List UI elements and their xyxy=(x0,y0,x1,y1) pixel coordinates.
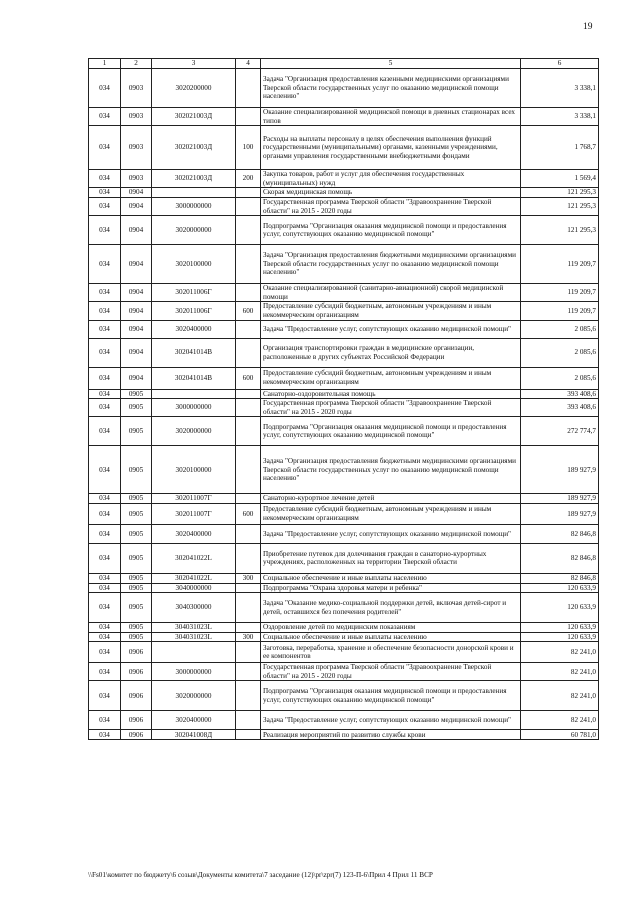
ministry-code-cell: 034 xyxy=(89,730,121,740)
page-number: 19 xyxy=(583,22,593,32)
table-row xyxy=(89,632,599,642)
description-cell: Государственная программа Тверской области "Здравоохранение Тверской области" на 2015 - 2020 годы xyxy=(261,197,521,215)
table-row xyxy=(89,197,599,215)
section-code-cell: 0903 xyxy=(121,69,152,108)
table-row xyxy=(89,583,599,593)
expense-type-cell xyxy=(236,593,261,623)
amount-cell: 189 927,9 xyxy=(521,446,599,494)
section-code-cell: 0905 xyxy=(121,494,152,504)
description-cell: Предоставление субсидий бюджетным, автономным учреждениям и иным некоммерческим организациям xyxy=(261,302,521,320)
ministry-code-cell: 034 xyxy=(89,284,121,302)
amount-cell: 121 295,3 xyxy=(521,197,599,215)
description-cell: Предоставление субсидий бюджетным, автономным учреждениям и иным некоммерческим организациям xyxy=(261,367,521,389)
target-item-cell: 302041022L xyxy=(152,543,236,573)
ministry-code-cell: 034 xyxy=(89,338,121,367)
target-item-cell: 302011007Г xyxy=(152,494,236,504)
header-col-4: 4 xyxy=(236,59,261,69)
table-row xyxy=(89,216,599,245)
amount-cell: 82 241,0 xyxy=(521,681,599,711)
section-code-cell: 0904 xyxy=(121,188,152,198)
amount-cell: 189 927,9 xyxy=(521,503,599,524)
expense-type-cell: 300 xyxy=(236,632,261,642)
description-cell: Реализация мероприятий по развитию службы крови xyxy=(261,730,521,740)
section-code-cell: 0904 xyxy=(121,367,152,389)
table-row xyxy=(89,69,599,108)
amount-cell: 2 085,6 xyxy=(521,320,599,338)
ministry-code-cell: 034 xyxy=(89,711,121,730)
amount-cell: 82 846,8 xyxy=(521,524,599,543)
target-item-cell: 3020400000 xyxy=(152,320,236,338)
target-item-cell: 3000000000 xyxy=(152,399,236,417)
section-code-cell: 0904 xyxy=(121,320,152,338)
expense-type-cell xyxy=(236,623,261,633)
amount-cell: 120 633,9 xyxy=(521,593,599,623)
section-code-cell: 0905 xyxy=(121,593,152,623)
description-cell: Приобретение путевок для долечивания граждан в санаторно-курортных учреждениях, расположенных на территории Тверской области xyxy=(261,543,521,573)
expense-type-cell xyxy=(236,494,261,504)
ministry-code-cell: 034 xyxy=(89,681,121,711)
table-body xyxy=(89,69,599,740)
table-row xyxy=(89,399,599,417)
table-row xyxy=(89,108,599,126)
expense-type-cell xyxy=(236,69,261,108)
table-row xyxy=(89,446,599,494)
description-cell: Скорая медицинская помощь xyxy=(261,188,521,198)
description-cell: Санаторно-курортное лечение детей xyxy=(261,494,521,504)
expense-type-cell xyxy=(236,711,261,730)
amount-cell: 82 241,0 xyxy=(521,642,599,663)
table-row xyxy=(89,188,599,198)
table-row xyxy=(89,494,599,504)
target-item-cell: 302011006Г xyxy=(152,284,236,302)
amount-cell: 120 633,9 xyxy=(521,623,599,633)
expense-type-cell xyxy=(236,730,261,740)
section-code-cell: 0905 xyxy=(121,573,152,583)
target-item-cell: 302011007Г xyxy=(152,503,236,524)
section-code-cell: 0904 xyxy=(121,197,152,215)
target-item-cell: 302041022L xyxy=(152,573,236,583)
target-item-cell: 3040300000 xyxy=(152,593,236,623)
target-item-cell: 302021003Д xyxy=(152,170,236,188)
expense-type-cell xyxy=(236,642,261,663)
table-row xyxy=(89,681,599,711)
table-row xyxy=(89,642,599,663)
target-item-cell: 3020400000 xyxy=(152,711,236,730)
description-cell: Социальное обеспечение и иные выплаты населению xyxy=(261,632,521,642)
expense-type-cell xyxy=(236,320,261,338)
section-code-cell: 0904 xyxy=(121,245,152,284)
amount-cell: 119 209,7 xyxy=(521,302,599,320)
ministry-code-cell: 034 xyxy=(89,632,121,642)
description-cell: Заготовка, переработка, хранение и обеспечение безопасности донорской крови и ее компонентов xyxy=(261,642,521,663)
table-row xyxy=(89,623,599,633)
description-cell: Санаторно-оздоровительная помощь xyxy=(261,389,521,399)
header-col-6: 6 xyxy=(521,59,599,69)
ministry-code-cell: 034 xyxy=(89,623,121,633)
section-code-cell: 0903 xyxy=(121,126,152,170)
target-item-cell: 3020100000 xyxy=(152,245,236,284)
target-item-cell: 302021003Д xyxy=(152,108,236,126)
target-item-cell: 3020000000 xyxy=(152,216,236,245)
target-item-cell: 304031023L xyxy=(152,623,236,633)
target-item-cell xyxy=(152,642,236,663)
ministry-code-cell: 034 xyxy=(89,389,121,399)
ministry-code-cell: 034 xyxy=(89,593,121,623)
table-row xyxy=(89,543,599,573)
table-row xyxy=(89,417,599,446)
description-cell: Оказание специализированной (санитарно-авиационной) скорой медицинской помощи xyxy=(261,284,521,302)
ministry-code-cell: 034 xyxy=(89,524,121,543)
table-row xyxy=(89,367,599,389)
target-item-cell xyxy=(152,389,236,399)
amount-cell: 3 338,1 xyxy=(521,69,599,108)
description-cell: Социальное обеспечение и иные выплаты населению xyxy=(261,573,521,583)
amount-cell: 121 295,3 xyxy=(521,216,599,245)
expense-type-cell xyxy=(236,681,261,711)
expense-type-cell xyxy=(236,583,261,593)
amount-cell: 82 241,0 xyxy=(521,663,599,681)
table-row xyxy=(89,320,599,338)
amount-cell: 119 209,7 xyxy=(521,245,599,284)
description-cell: Задача "Предоставление услуг, сопутствующих оказанию медицинской помощи" xyxy=(261,524,521,543)
ministry-code-cell: 034 xyxy=(89,573,121,583)
amount-cell: 393 408,6 xyxy=(521,399,599,417)
expense-type-cell xyxy=(236,284,261,302)
description-cell: Подпрограмма "Охрана здоровья матери и ребенка" xyxy=(261,583,521,593)
amount-cell: 82 241,0 xyxy=(521,711,599,730)
table-row xyxy=(89,663,599,681)
ministry-code-cell: 034 xyxy=(89,367,121,389)
section-code-cell: 0906 xyxy=(121,681,152,711)
section-code-cell: 0904 xyxy=(121,302,152,320)
expense-type-cell: 200 xyxy=(236,170,261,188)
ministry-code-cell: 034 xyxy=(89,170,121,188)
ministry-code-cell: 034 xyxy=(89,69,121,108)
amount-cell: 1 569,4 xyxy=(521,170,599,188)
target-item-cell: 3020400000 xyxy=(152,524,236,543)
description-cell: Задача "Оказание медико-социальной поддержки детей, включая детей-сирот и детей, оставшихся без попечения родителей" xyxy=(261,593,521,623)
ministry-code-cell: 034 xyxy=(89,108,121,126)
description-cell: Задача "Организация предоставления казенными медицинскими организациями Тверской области государственных услуг по оказанию медицинской помощи населению" xyxy=(261,69,521,108)
section-code-cell: 0903 xyxy=(121,108,152,126)
ministry-code-cell: 034 xyxy=(89,399,121,417)
amount-cell: 2 085,6 xyxy=(521,367,599,389)
expense-type-cell xyxy=(236,543,261,573)
table-row xyxy=(89,389,599,399)
target-item-cell: 302021003Д xyxy=(152,126,236,170)
section-code-cell: 0905 xyxy=(121,632,152,642)
expense-type-cell xyxy=(236,417,261,446)
expense-type-cell xyxy=(236,216,261,245)
target-item-cell: 3040000000 xyxy=(152,583,236,593)
amount-cell: 120 633,9 xyxy=(521,583,599,593)
table-header-row xyxy=(89,59,599,69)
expense-type-cell: 600 xyxy=(236,503,261,524)
ministry-code-cell: 034 xyxy=(89,245,121,284)
expense-type-cell xyxy=(236,524,261,543)
target-item-cell: 302041014В xyxy=(152,367,236,389)
section-code-cell: 0905 xyxy=(121,389,152,399)
description-cell: Закупка товаров, работ и услуг для обеспечения государственных (муниципальных) нужд xyxy=(261,170,521,188)
description-cell: Оздоровление детей по медицинским показаниям xyxy=(261,623,521,633)
expense-type-cell: 300 xyxy=(236,573,261,583)
amount-cell: 2 085,6 xyxy=(521,338,599,367)
expense-type-cell xyxy=(236,399,261,417)
ministry-code-cell: 034 xyxy=(89,663,121,681)
description-cell: Задача "Организация предоставления бюджетными медицинскими организациями Тверской области государственных услуг по оказанию медицинской помощи населению" xyxy=(261,245,521,284)
description-cell: Расходы на выплаты персоналу в целях обеспечения выполнения функций государственными (муниципальными) органами, казенными учреждениями, органами управления государственными внебюджетными фондами xyxy=(261,126,521,170)
table-row xyxy=(89,711,599,730)
target-item-cell: 3020100000 xyxy=(152,446,236,494)
target-item-cell: 3020000000 xyxy=(152,681,236,711)
target-item-cell xyxy=(152,188,236,198)
ministry-code-cell: 034 xyxy=(89,543,121,573)
section-code-cell: 0905 xyxy=(121,417,152,446)
section-code-cell: 0905 xyxy=(121,623,152,633)
table-row xyxy=(89,126,599,170)
section-code-cell: 0906 xyxy=(121,711,152,730)
target-item-cell: 3000000000 xyxy=(152,663,236,681)
description-cell: Государственная программа Тверской области "Здравоохранение Тверской области" на 2015 - 2020 годы xyxy=(261,399,521,417)
ministry-code-cell: 034 xyxy=(89,503,121,524)
amount-cell: 82 846,8 xyxy=(521,573,599,583)
section-code-cell: 0904 xyxy=(121,338,152,367)
file-path-footer: \\Fs01\комитет по бюджету\6 созыв\Документы комитета\7 заседание (12)\pr\zpr(7) 123-П-6\Прил 4 Прил 11 ВСР xyxy=(88,871,433,879)
target-item-cell: 302011006Г xyxy=(152,302,236,320)
description-cell: Задача "Организация предоставления бюджетными медицинскими организациями Тверской области государственных услуг по оказанию медицинской помощи населению" xyxy=(261,446,521,494)
amount-cell: 1 768,7 xyxy=(521,126,599,170)
target-item-cell: 3000000000 xyxy=(152,197,236,215)
description-cell: Государственная программа Тверской области "Здравоохранение Тверской области" на 2015 - 2020 годы xyxy=(261,663,521,681)
description-cell: Задача "Предоставление услуг, сопутствующих оказанию медицинской помощи" xyxy=(261,320,521,338)
section-code-cell: 0905 xyxy=(121,446,152,494)
section-code-cell: 0905 xyxy=(121,399,152,417)
section-code-cell: 0904 xyxy=(121,284,152,302)
header-col-3: 3 xyxy=(152,59,236,69)
expense-type-cell xyxy=(236,188,261,198)
expense-type-cell: 600 xyxy=(236,302,261,320)
target-item-cell: 302041008Д xyxy=(152,730,236,740)
ministry-code-cell: 034 xyxy=(89,188,121,198)
target-item-cell: 3020000000 xyxy=(152,417,236,446)
expense-type-cell: 600 xyxy=(236,367,261,389)
ministry-code-cell: 034 xyxy=(89,320,121,338)
amount-cell: 3 338,1 xyxy=(521,108,599,126)
table-row xyxy=(89,302,599,320)
amount-cell: 120 633,9 xyxy=(521,632,599,642)
ministry-code-cell: 034 xyxy=(89,216,121,245)
description-cell: Задача "Предоставление услуг, сопутствующих оказанию медицинской помощи" xyxy=(261,711,521,730)
header-col-1: 1 xyxy=(89,59,121,69)
description-cell: Оказание специализированной медицинской помощи в дневных стационарах всех типов xyxy=(261,108,521,126)
amount-cell: 121 295,3 xyxy=(521,188,599,198)
expense-type-cell xyxy=(236,389,261,399)
table-row xyxy=(89,730,599,740)
ministry-code-cell: 034 xyxy=(89,583,121,593)
amount-cell: 60 781,0 xyxy=(521,730,599,740)
ministry-code-cell: 034 xyxy=(89,494,121,504)
ministry-code-cell: 034 xyxy=(89,446,121,494)
table-row xyxy=(89,245,599,284)
expense-type-cell xyxy=(236,446,261,494)
section-code-cell: 0905 xyxy=(121,543,152,573)
table-row xyxy=(89,170,599,188)
description-cell: Предоставление субсидий бюджетным, автономным учреждениям и иным некоммерческим организациям xyxy=(261,503,521,524)
section-code-cell: 0905 xyxy=(121,524,152,543)
budget-table xyxy=(88,58,599,740)
expense-type-cell xyxy=(236,245,261,284)
section-code-cell: 0906 xyxy=(121,663,152,681)
section-code-cell: 0906 xyxy=(121,642,152,663)
expense-type-cell: 100 xyxy=(236,126,261,170)
description-cell: Подпрограмма "Организация оказания медицинской помощи и предоставления услуг, сопутствующих оказанию медицинской помощи" xyxy=(261,681,521,711)
amount-cell: 189 927,9 xyxy=(521,494,599,504)
expense-type-cell xyxy=(236,663,261,681)
table-row xyxy=(89,338,599,367)
amount-cell: 272 774,7 xyxy=(521,417,599,446)
table-row xyxy=(89,503,599,524)
table-row xyxy=(89,593,599,623)
section-code-cell: 0903 xyxy=(121,170,152,188)
expense-type-cell xyxy=(236,108,261,126)
amount-cell: 393 408,6 xyxy=(521,389,599,399)
table-row xyxy=(89,524,599,543)
table-row xyxy=(89,284,599,302)
ministry-code-cell: 034 xyxy=(89,417,121,446)
section-code-cell: 0905 xyxy=(121,503,152,524)
expense-type-cell xyxy=(236,338,261,367)
target-item-cell: 304031023L xyxy=(152,632,236,642)
header-col-2: 2 xyxy=(121,59,152,69)
target-item-cell: 3020200000 xyxy=(152,69,236,108)
section-code-cell: 0906 xyxy=(121,730,152,740)
amount-cell: 82 846,8 xyxy=(521,543,599,573)
description-cell: Подпрограмма "Организация оказания медицинской помощи и предоставления услуг, сопутствующих оказанию медицинской помощи" xyxy=(261,417,521,446)
ministry-code-cell: 034 xyxy=(89,642,121,663)
description-cell: Подпрограмма "Организация оказания медицинской помощи и предоставления услуг, сопутствующих оказанию медицинской помощи" xyxy=(261,216,521,245)
expense-type-cell xyxy=(236,197,261,215)
ministry-code-cell: 034 xyxy=(89,126,121,170)
table-row xyxy=(89,573,599,583)
description-cell: Организация транспортировки граждан в медицинские организации, расположенные в других субъектах Российской Федерации xyxy=(261,338,521,367)
amount-cell: 119 209,7 xyxy=(521,284,599,302)
section-code-cell: 0905 xyxy=(121,583,152,593)
section-code-cell: 0904 xyxy=(121,216,152,245)
header-col-5: 5 xyxy=(261,59,521,69)
target-item-cell: 302041014В xyxy=(152,338,236,367)
ministry-code-cell: 034 xyxy=(89,302,121,320)
ministry-code-cell: 034 xyxy=(89,197,121,215)
